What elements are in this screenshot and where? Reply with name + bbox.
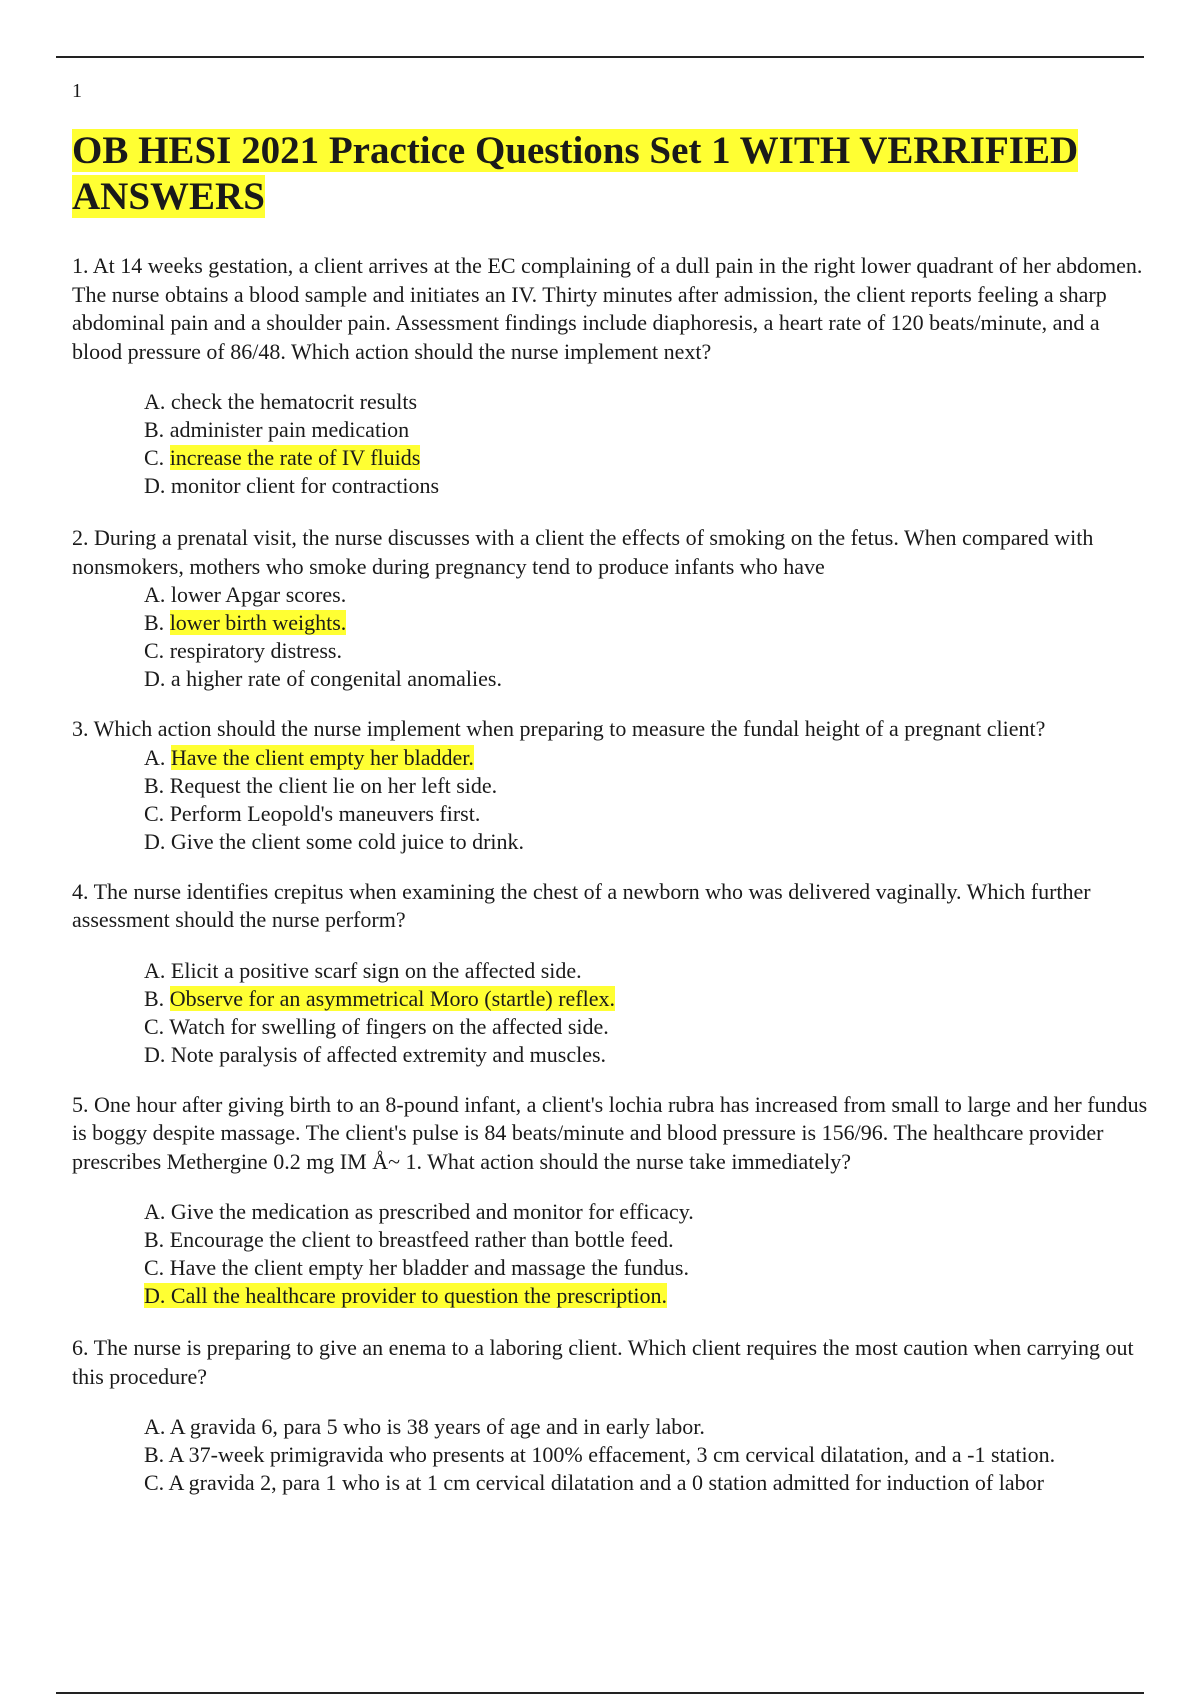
option-letter: D. xyxy=(144,473,166,498)
option-text: a higher rate of congenital anomalies. xyxy=(170,666,502,691)
answer-option xyxy=(144,828,1152,856)
option-letter: A. xyxy=(144,957,166,983)
option-text: check the hematocrit results xyxy=(170,389,418,414)
option-highlighted xyxy=(144,1283,667,1308)
answer-options xyxy=(72,388,1152,500)
answer-option xyxy=(144,1198,1152,1226)
option-text: Watch for swelling of fingers on the affected side. xyxy=(169,1013,609,1039)
answer-option-correct xyxy=(144,609,1152,637)
question-list xyxy=(72,252,1152,1497)
question-4 xyxy=(72,878,1152,1069)
option-letter: C. xyxy=(144,445,165,470)
option-text: Request the client lie on her left side. xyxy=(169,772,498,798)
title-highlight: OB HESI 2021 Practice Questions Set 1 WITH VERRIFIED ANSWERS xyxy=(72,129,1079,218)
question-number: 1. xyxy=(72,253,89,278)
option-letter: D. xyxy=(144,666,166,691)
option-letter: C. xyxy=(144,638,165,663)
answer-option xyxy=(144,772,1152,800)
option-letter: B. xyxy=(144,1442,165,1467)
top-rule xyxy=(56,56,1144,58)
question-stem xyxy=(72,524,1152,581)
option-text: A gravida 6, para 5 who is 38 years of age and in early labor. xyxy=(169,1414,705,1439)
answer-options xyxy=(72,1413,1152,1497)
answer-option xyxy=(144,1441,1152,1469)
question-number: 2. xyxy=(72,525,89,550)
option-letter: A. xyxy=(144,744,166,770)
question-5 xyxy=(72,1091,1152,1311)
answer-option xyxy=(144,665,1152,693)
answer-option-correct xyxy=(144,985,1152,1013)
answer-option xyxy=(144,1469,1152,1497)
question-1 xyxy=(72,252,1152,500)
option-text: Perform Leopold's maneuvers first. xyxy=(169,800,481,826)
answer-option xyxy=(144,472,1152,500)
option-text: monitor client for contractions xyxy=(170,473,440,498)
option-letter: B. xyxy=(144,610,165,635)
option-text: Encourage the client to breastfeed rather than bottle feed. xyxy=(169,1227,674,1252)
option-text: Elicit a positive scarf sign on the affected side. xyxy=(170,957,582,983)
answer-option xyxy=(144,637,1152,665)
answer-options xyxy=(72,1198,1152,1310)
bottom-rule xyxy=(56,1692,1144,1694)
answer-option xyxy=(144,1013,1152,1041)
option-text-highlighted: increase the rate of IV fluids xyxy=(169,445,421,470)
question-stem xyxy=(72,252,1152,366)
option-letter: D. xyxy=(144,828,166,854)
option-letter: B. xyxy=(144,985,165,1011)
option-letter: A. xyxy=(144,582,166,607)
option-text-highlighted: Have the client empty her bladder. xyxy=(170,744,474,770)
answer-option xyxy=(144,1254,1152,1282)
question-text: One hour after giving birth to an 8-pound infant, a client's lochia rubra has increased from small to large and her fundus is boggy despite massage. The client's pulse is 84 beats/minute and blood pressure is 156/96. The healthcare provider prescribes Methergine 0.2 mg IM Å~ 1. What action should the nurse take immediately? xyxy=(72,1091,1148,1174)
question-text: The nurse identifies crepitus when examining the chest of a newborn who was delivered vaginally. Which further assessment should the nurse perform? xyxy=(72,878,1091,932)
question-6 xyxy=(72,1334,1152,1497)
option-text: Note paralysis of affected extremity and muscles. xyxy=(170,1041,607,1067)
option-letter: C. xyxy=(144,1013,165,1039)
answer-option xyxy=(144,957,1152,985)
document-title xyxy=(72,128,1132,220)
option-letter: C. xyxy=(144,1470,165,1495)
answer-option xyxy=(144,388,1152,416)
option-text: Give the medication as prescribed and monitor for efficacy. xyxy=(170,1199,694,1224)
answer-options xyxy=(72,957,1152,1069)
question-stem xyxy=(72,878,1152,935)
option-text: respiratory distress. xyxy=(169,638,342,663)
option-text: A gravida 2, para 1 who is at 1 cm cervical dilatation and a 0 station admitted for induction of labor xyxy=(168,1470,1044,1495)
question-text: Which action should the nurse implement when preparing to measure the fundal height of a pregnant client? xyxy=(93,716,1046,741)
question-text: During a prenatal visit, the nurse discusses with a client the effects of smoking on the fetus. When compared with nonsmokers, mothers who smoke during pregnancy tend to produce infants who have xyxy=(72,525,1094,579)
question-number: 4. xyxy=(72,878,89,904)
answer-option xyxy=(144,1226,1152,1254)
option-text: lower Apgar scores. xyxy=(170,582,347,607)
answer-options xyxy=(72,744,1152,856)
option-letter: B. xyxy=(144,417,165,442)
option-letter: B. xyxy=(144,772,165,798)
question-3 xyxy=(72,715,1152,856)
question-stem xyxy=(72,1091,1152,1177)
option-text-highlighted: lower birth weights. xyxy=(169,610,347,635)
option-letter: C. xyxy=(144,800,165,826)
option-letter: A. xyxy=(144,1414,166,1439)
page-number: 1 xyxy=(72,80,82,102)
answer-option xyxy=(144,1041,1152,1069)
answer-options xyxy=(72,581,1152,693)
option-letter: B. xyxy=(144,1227,165,1252)
question-stem xyxy=(72,715,1152,744)
question-number: 5. xyxy=(72,1091,89,1117)
question-text: The nurse is preparing to give an enema to a laboring client. Which client requires the most caution when carrying out this procedure? xyxy=(72,1335,1134,1389)
answer-option xyxy=(144,1413,1152,1441)
answer-option xyxy=(144,416,1152,444)
option-text: Call the healthcare provider to question the prescription. xyxy=(170,1283,667,1308)
option-letter: A. xyxy=(144,1199,166,1224)
question-text: At 14 weeks gestation, a client arrives at the EC complaining of a dull pain in the right lower quadrant of her abdomen. The nurse obtains a blood sample and initiates an IV. Thirty minutes after admission, the client reports feeling a sharp abdominal pain and a shoulder pain. Assessment findings include diaphoresis, a heart rate of 120 beats/minute, and a blood pressure of 86/48. Which action should the nurse implement next? xyxy=(72,253,1143,364)
option-letter: C. xyxy=(144,1255,165,1280)
option-letter: A. xyxy=(144,389,166,414)
option-text: A 37-week primigravida who presents at 100% effacement, 3 cm cervical dilatation, and a -1 station. xyxy=(168,1442,1056,1467)
question-number: 3. xyxy=(72,716,89,741)
option-text: administer pain medication xyxy=(169,417,410,442)
answer-option-correct xyxy=(144,744,1152,772)
question-number: 6. xyxy=(72,1335,89,1360)
answer-option xyxy=(144,800,1152,828)
question-2 xyxy=(72,524,1152,693)
answer-option-correct xyxy=(144,444,1152,472)
option-letter: D. xyxy=(144,1283,166,1308)
answer-option xyxy=(144,581,1152,609)
option-text: Have the client empty her bladder and massage the fundus. xyxy=(169,1255,689,1280)
option-text-highlighted: Observe for an asymmetrical Moro (startle) reflex. xyxy=(169,985,616,1011)
answer-option-correct xyxy=(144,1282,1152,1310)
option-letter: D. xyxy=(144,1041,166,1067)
question-stem xyxy=(72,1334,1152,1391)
option-text: Give the client some cold juice to drink. xyxy=(170,828,525,854)
